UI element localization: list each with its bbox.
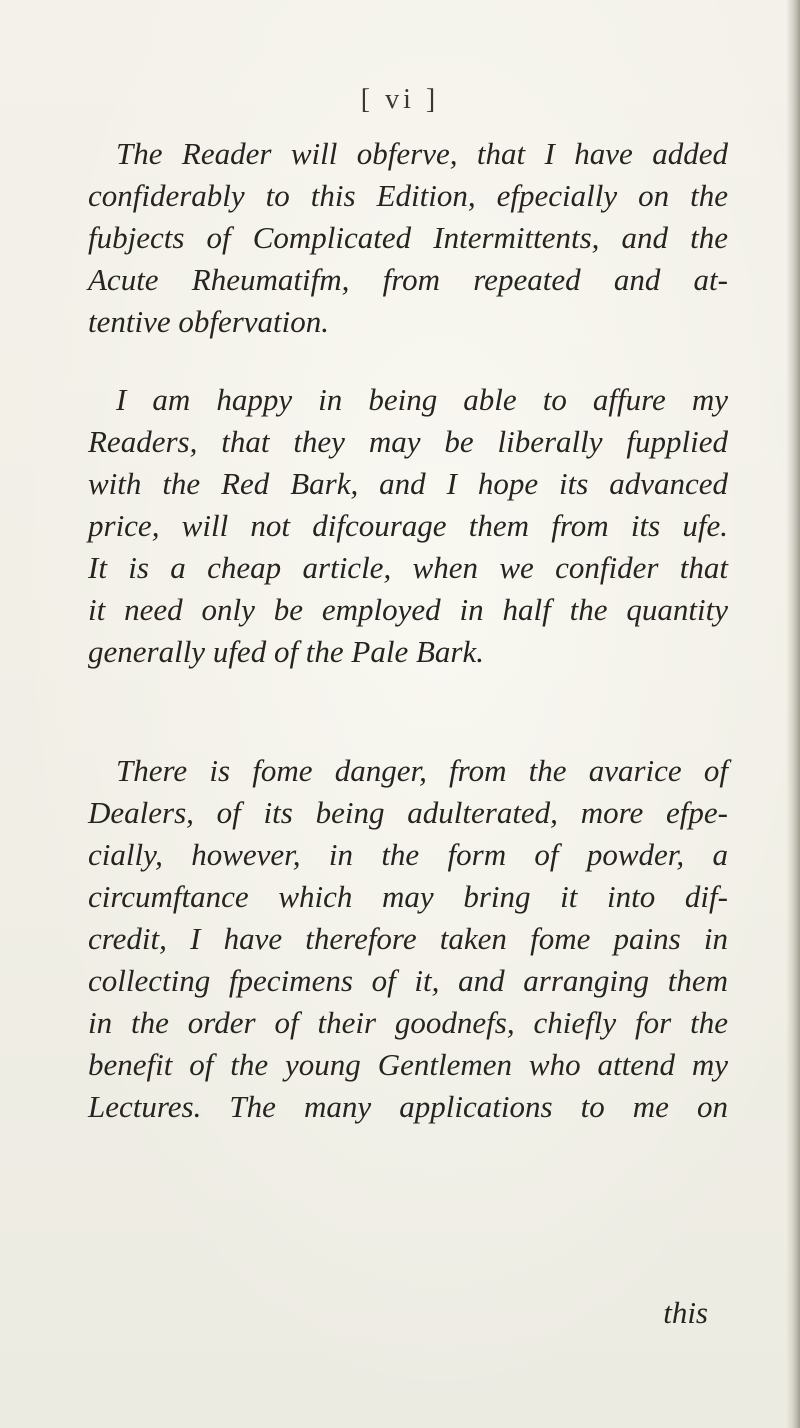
text-line: Dealers, of its being adulterated, more efpe- — [88, 795, 728, 830]
paragraph-3 — [88, 750, 728, 1128]
text-line: The Reader will obferve, that I have added — [116, 136, 728, 171]
text-line: tentive obfervation. — [88, 304, 330, 339]
paragraph-2 — [88, 379, 728, 673]
text-line: generally ufed of the Pale Bark. — [88, 634, 484, 669]
text-line: price, will not difcourage them from its ufe. — [88, 508, 728, 543]
text-line: confiderably to this Edition, efpecially on the — [88, 178, 728, 213]
page-edge-shadow — [786, 0, 800, 1428]
text-line: I am happy in being able to affure my — [116, 382, 728, 417]
text-line: Readers, that they may be liberally fupplied — [88, 424, 728, 459]
text-line: Acute Rheumatifm, from repeated and at- — [88, 262, 728, 297]
text-line: Lectures. The many applications to me on — [88, 1089, 728, 1124]
text-line: with the Red Bark, and I hope its advanced — [88, 466, 728, 501]
text-line: collecting fpecimens of it, and arranging them — [88, 963, 728, 998]
page-number: [ vi ] — [360, 84, 440, 115]
text-line: credit, I have therefore taken fome pains in — [88, 921, 728, 956]
text-line: circumftance which may bring it into dif- — [88, 879, 728, 914]
text-line: It is a cheap article, when we confider that — [88, 550, 728, 585]
text-line: it need only be employed in half the quantity — [88, 592, 728, 627]
text-line: cially, however, in the form of powder, a — [88, 837, 728, 872]
paragraph-1 — [88, 133, 728, 343]
text-line: benefit of the young Gentlemen who attend my — [88, 1047, 728, 1082]
catchword: this — [663, 1295, 708, 1330]
text-line: in the order of their goodnefs, chiefly for the — [88, 1005, 728, 1040]
text-line: There is fome danger, from the avarice of — [116, 753, 728, 788]
text-line: fubjects of Complicated Intermittents, and the — [88, 220, 728, 255]
